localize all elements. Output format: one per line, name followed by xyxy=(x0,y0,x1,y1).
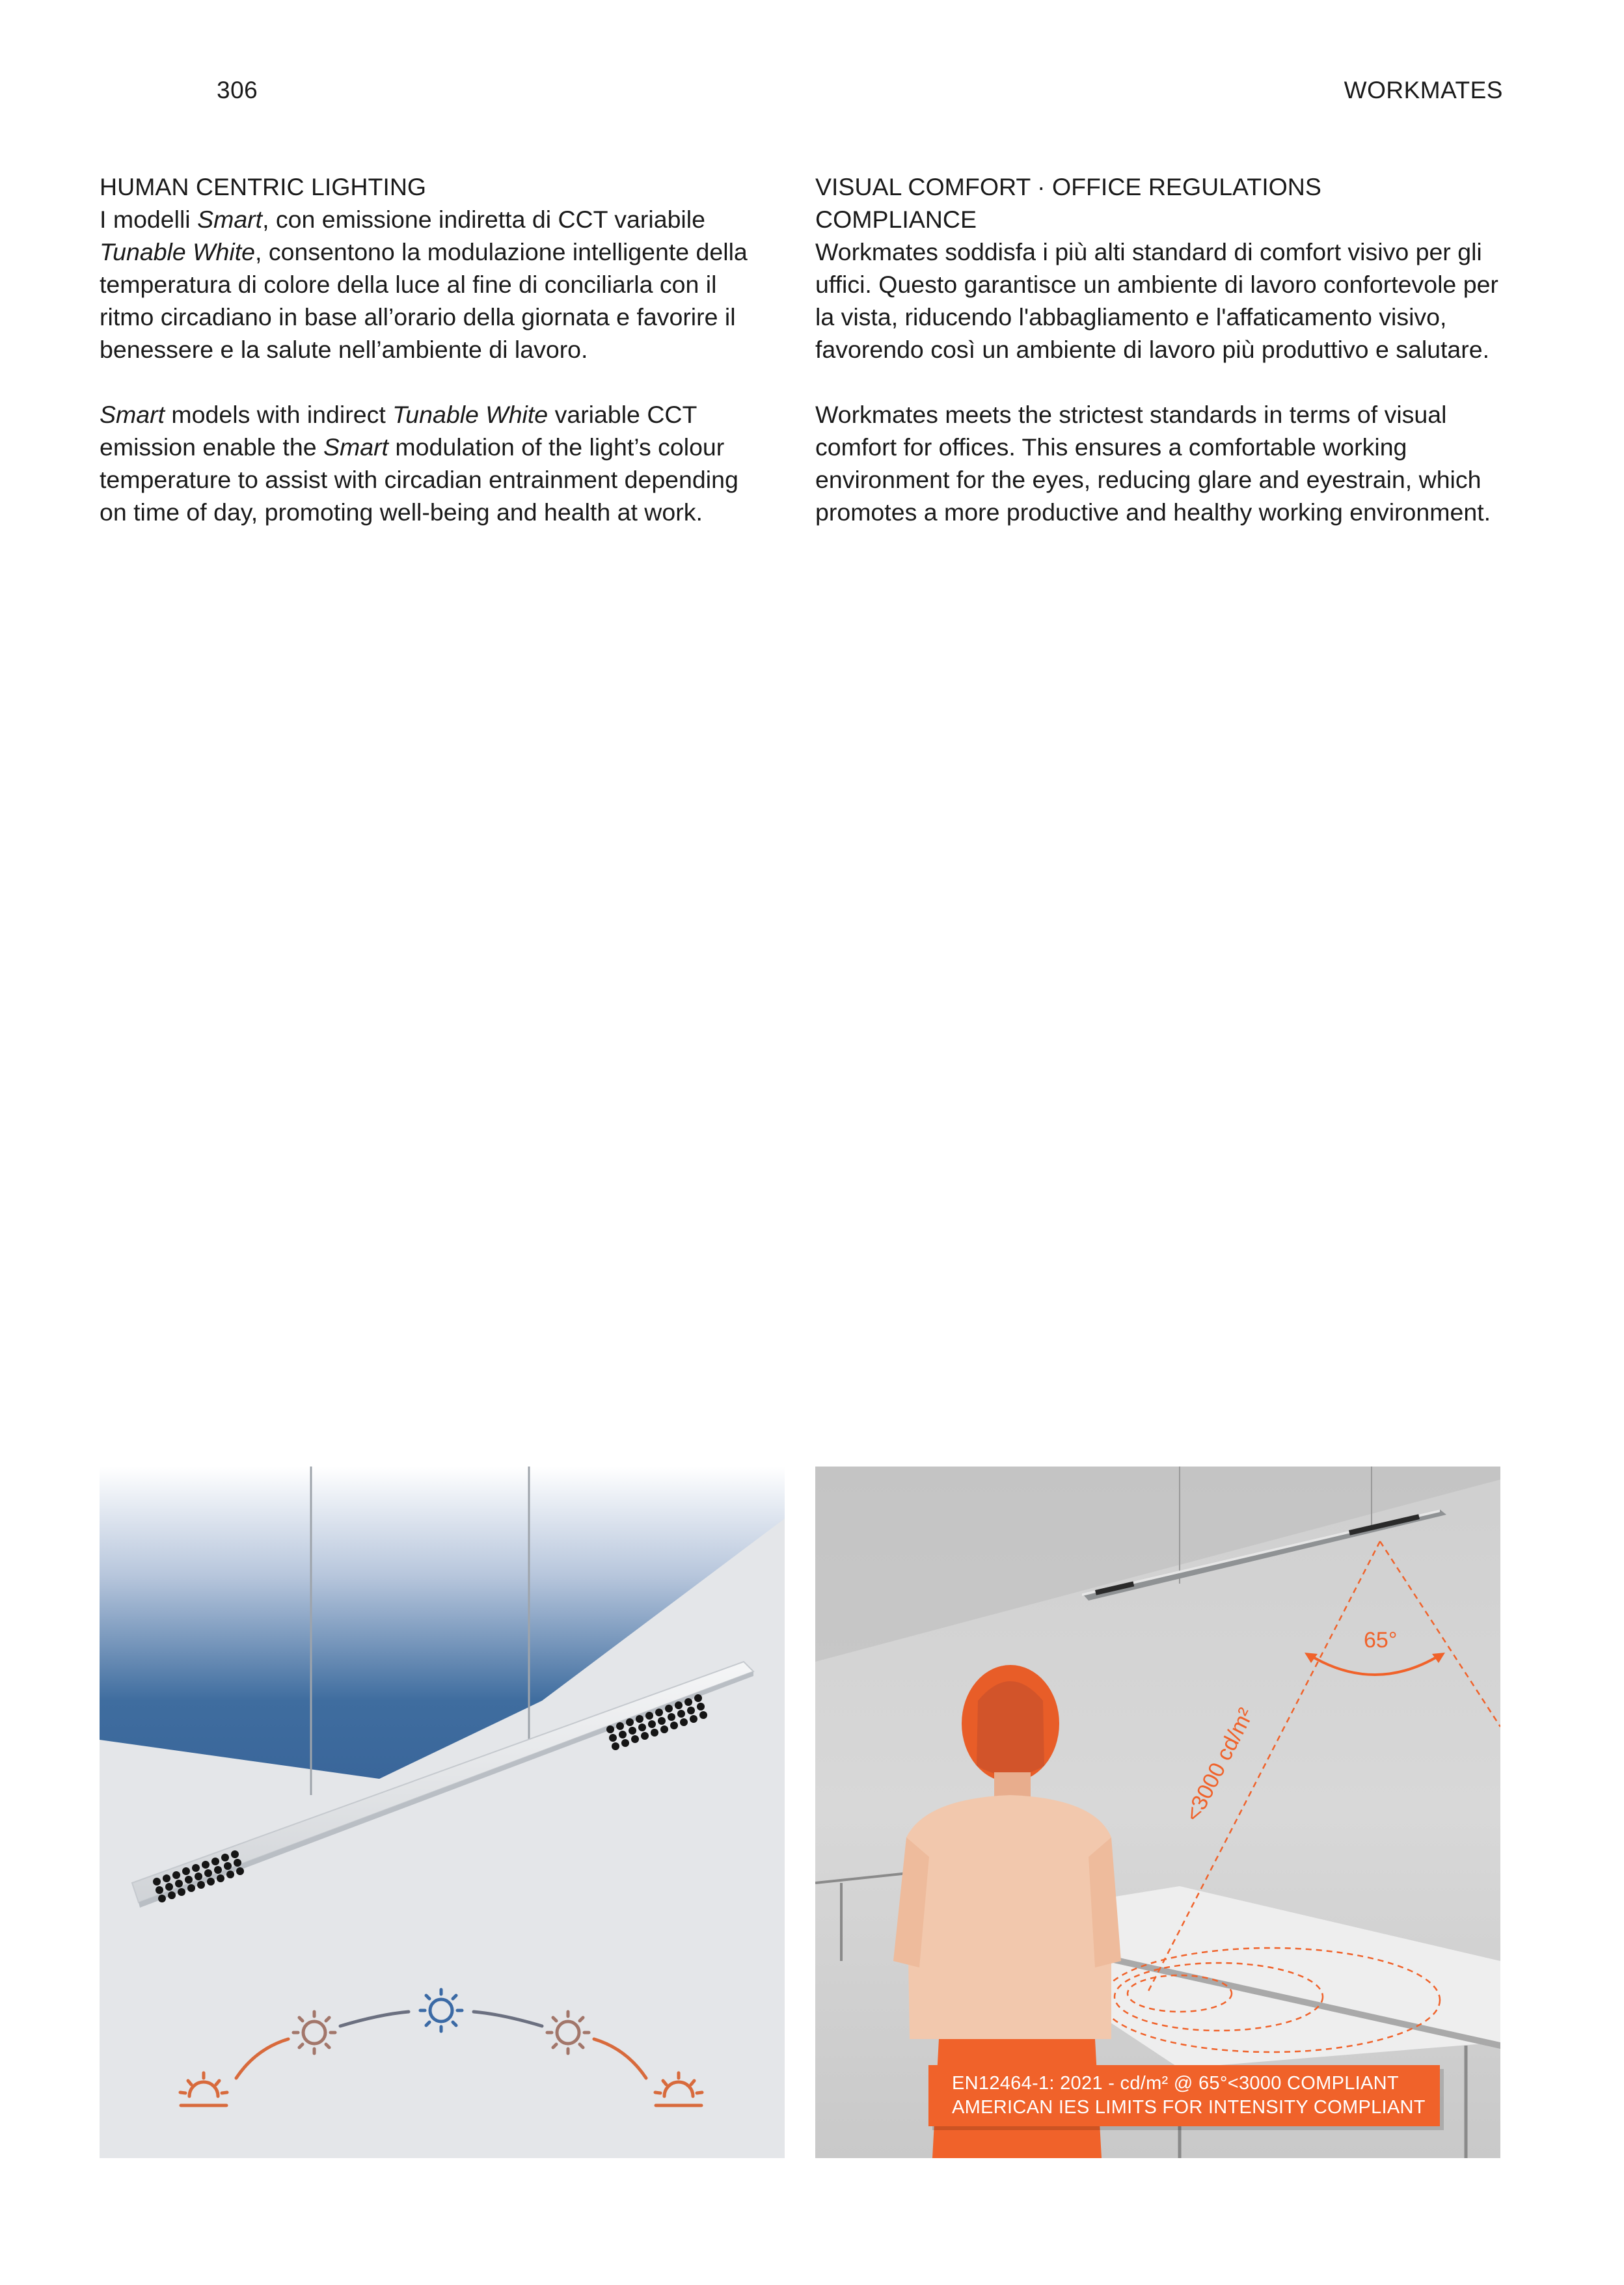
angle-label: 65° xyxy=(1364,1628,1398,1653)
circadian-lighting-figure xyxy=(100,1467,785,2158)
english-paragraph: Smart models with indirect Tunable White variable CCT emission enable the Smart modulation of the light’s colour temperature to assist with circadian entrainment depending on time of day, promoting well-being and health at work. xyxy=(100,401,738,526)
visual-comfort-column xyxy=(815,170,1505,528)
sunrise-icon xyxy=(180,2073,227,2105)
sun-warm-icon xyxy=(293,2012,335,2053)
italian-paragraph: Workmates soddisfa i più alti standard di comfort visivo per gli uffici. Questo garantisce un ambiente di lavoro confortevole per la vista, riducendo l'abbagliamento e l'affaticamento visivo, favorendo così un ambiente di lavoro più produttivo e salutare. xyxy=(815,238,1498,363)
sun-warm-icon xyxy=(547,2012,589,2053)
luminance-label: <3000 cd/m² xyxy=(1180,1704,1259,1826)
visual-comfort-heading: VISUAL COMFORT · OFFICE REGULATIONS xyxy=(815,173,1321,200)
blue-ceiling-light xyxy=(100,1467,785,1779)
italian-paragraph: I modelli Smart, con emissione indiretta di CCT variabile Tunable White, consentono la modulazione intelligente della temperatura di colore della luce al fine di conciliarla con il ritmo circadiano in base all’orario della giornata e favorire il benessere e la salute nell’ambiente di lavoro. xyxy=(100,206,748,363)
circadian-lighting-illustration xyxy=(100,1467,785,2158)
sunset-icon xyxy=(655,2073,702,2105)
english-paragraph: Workmates meets the strictest standards in terms of visual comfort for offices. This ensures a comfortable working environment for the eyes, reducing glare and eyestrain, which promotes a more productive and healthy working environment. xyxy=(815,401,1491,526)
human-centric-heading: HUMAN CENTRIC LIGHTING xyxy=(100,173,427,200)
visual-comfort-heading-line-2: COMPLIANCE xyxy=(815,206,977,233)
office-glare-illustration xyxy=(815,1467,1500,2158)
page-number: 306 xyxy=(217,77,258,103)
sun-cool-icon xyxy=(420,1990,462,2031)
human-centric-lighting-column xyxy=(100,170,750,528)
compliance-line-ies: AMERICAN IES LIMITS FOR INTENSITY COMPLIANT xyxy=(952,2097,1426,2118)
compliance-line-en12464: EN12464-1: 2021 - cd/m² @ 65°<3000 COMPLIANT xyxy=(952,2073,1399,2094)
section-title: WORKMATES xyxy=(1344,77,1503,103)
compliance-badge xyxy=(928,2065,1440,2126)
visual-comfort-figure xyxy=(815,1467,1500,2158)
